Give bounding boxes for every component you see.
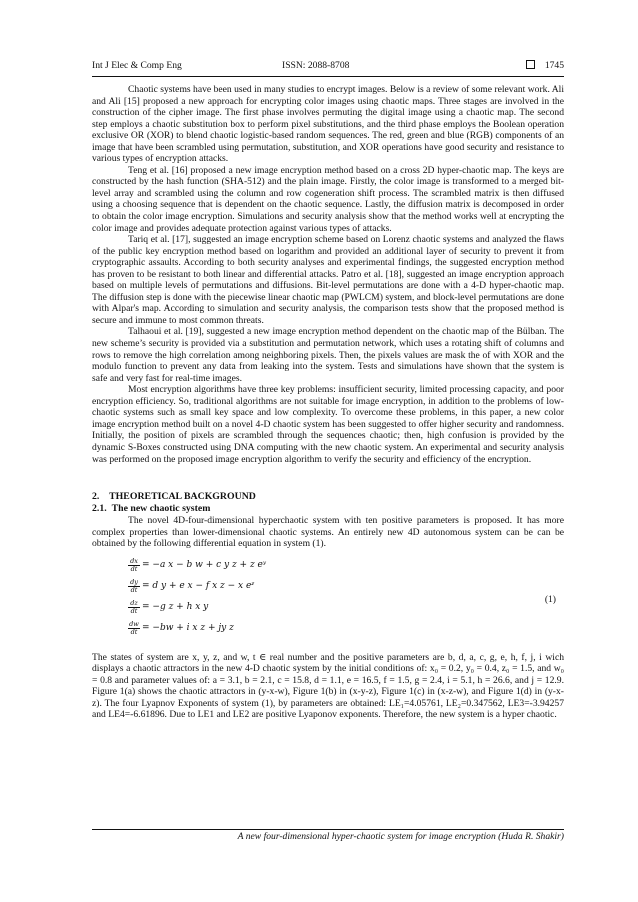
equation-row <box>128 558 266 579</box>
equation-number: (1) <box>544 593 556 605</box>
equation-row <box>128 621 234 642</box>
section-closing-paragraph: The states of system are x, y, z, and w, t ∈ real number and the positive parameters are b, d, a, c, g, e, h, f, j, i wich displays a chaotic attractors in the new 4-D chaotic system by the initial conditions of: x₀ = 0.2, y₀ = 0.4, z₀ = 1.5, and w₀ = 0.8 and parameter values of: a = 3.1, b = 2.1, c = 15.8, d = 1.1, e = 16.5, f = 1.5, g = 2.4, i = 5.1, h = 26.6, and j = 12.9. Figure 1(a) shows the chaotic attractors in (y-x-w), Figure 1(b) in (x-y-z), Figure 1(c) in (x-z-w), and Figure 1(d) in (y-x-z). The four Lyapnov Exponents of system (1), by parameters are obtained: LE₁=4.05761, LE₂=0.347562, LE3=-3.94257 and LE4=-6.61896. Due to LE1 and LE2 are positive Lyaponov exponents. Therefore, the new system is a hyper chaotic. <box>92 651 564 721</box>
equation-rhs: = −bw + i x z + jy z <box>142 623 234 634</box>
equation-row <box>128 600 208 621</box>
equation-rhs: = d y + e x − f x z − x eᶻ <box>142 581 255 592</box>
derivative: $\frac{dy}{dt}$ <box>128 579 140 594</box>
header-divider <box>92 76 564 77</box>
page-number-group <box>526 60 564 72</box>
paragraph: Teng et al. [16] proposed a new image encryption method based on a cross 2D hyper-chaotic map. The keys are constructed by the hash function (SHA-512) and the plain image. Firstly, the color image is transformed to a merged bit-level array and scrambled using the column and row cogeneration shift process. The scrambled matrix is then diffused using a choosing sequence that is dependent on the chaotic sequence. Lastly, the diffusion matrix is decomposed in order to obtain the color image encryption. Simulations and security analysis show that the method works well at encrypting the color image and provides adequate protection against various types of attacks. <box>92 164 564 234</box>
derivative: $\frac{dz}{dt}$ <box>128 600 140 615</box>
subsection-heading: 2.1. The new chaotic system <box>92 503 211 515</box>
issn: ISSN: 2088-8708 <box>282 60 350 71</box>
equation-rhs: = −g z + h x y <box>142 602 209 613</box>
page-number: 1745 <box>544 60 564 71</box>
section-heading: 2. THEORETICAL BACKGROUND <box>92 491 256 503</box>
footer-divider <box>92 829 564 830</box>
running-footer: A new four-dimensional hyper-chaotic system for image encryption (Huda R. Shakir) <box>237 831 564 842</box>
journal-name: Int J Elec & Comp Eng <box>92 60 182 71</box>
square-icon <box>526 60 535 69</box>
equation-system <box>92 558 564 644</box>
page-body <box>92 84 564 721</box>
paragraph: Most encryption algorithms have three key problems: insufficient security, limited processing capacity, and poor encryption efficiency. So, traditional algorithms are not suitable for image encryption, in addition to the problems of low-chaotic systems such as small key space and low complexity. To overcome these problems, in this paper, a new color image encryption method built on a novel 4-D chaotic system has been suggested to offer higher security and randomness. Initially, the position of pixels are scrambled through the sequences chaotic; then, high confusion is provided by the dynamic S-Boxes constructed using DNA computing with the new chaotic system. An experimental and security analysis was performed on the proposed image encryption algorithm to verify the security and efficiency of the encryption. <box>92 384 564 465</box>
equation-row <box>128 579 254 600</box>
section-intro: The novel 4D-four-dimensional hyperchaotic system with ten positive parameters is proposed. It has more complex properties than lower-dimensional chaotic systems. An entirely new 4D autonomous system can be can be obtained by the following differential equation in system (1). <box>92 515 564 550</box>
derivative: $\frac{dx}{dt}$ <box>128 558 140 573</box>
equation-rhs: = −a x − b w + c y z + z eʸ <box>142 560 267 571</box>
paragraph: Talhaoui et al. [19], suggested a new image encryption method dependent on the chaotic map of the Bülban. The new scheme’s security is provided via a substitution and permutation network, which uses a rotating shift of columns and rows to remove the high correlation among neighboring pixels. Then, the pixels values are mask the of with XOR and the modulo function to prevent any data from leaking into the system. Tests and simulations have shown that the system is safe and very fast for real-time images. <box>92 326 564 384</box>
paragraph: Chaotic systems have been used in many studies to encrypt images. Below is a review of some relevant work. Ali and Ali [15] proposed a new approach for encrypting color images using chaotic maps. Three stages are involved in the construction of the cipher image. The first phase involves permuting the digital image using a chaotic map. The second step employs a chaotic substitution box to perform pixel substitutions, and the third phase employs the Boolean operation exclusive OR (XOR) to blend chaotic logistic-based random sequences. The red, green and blue (RGB) components of an image that have been scrambled using permutation, substitution, and XOR operations have good security and resistance to various types of encryption attacks. <box>92 84 564 165</box>
derivative: $\frac{dw}{dt}$ <box>129 619 139 636</box>
paragraph: Tariq et al. [17], suggested an image encryption scheme based on Lorenz chaotic systems and analyzed the flaws of the public key encryption method based on logarithm and provided an additional layer of security to prevent it from cryptographic assaults. According to both security analyses and experimental findings, the suggested encryption method has proven to be resistant to both linear and differential attacks. Patro et al. [18], suggested an image encryption approach based on multiple levels of permutations and diffusions. Bit-level permutations are done with a 4-D hyper-chaotic map. The diffusion step is done with the piecewise linear chaotic map (PWLCM) system, and block-level permutations are done with Alpar's map. According to simulation and security analysis, the comparison tests show that the proposed method is secure and immune to most common threats. <box>92 234 564 326</box>
